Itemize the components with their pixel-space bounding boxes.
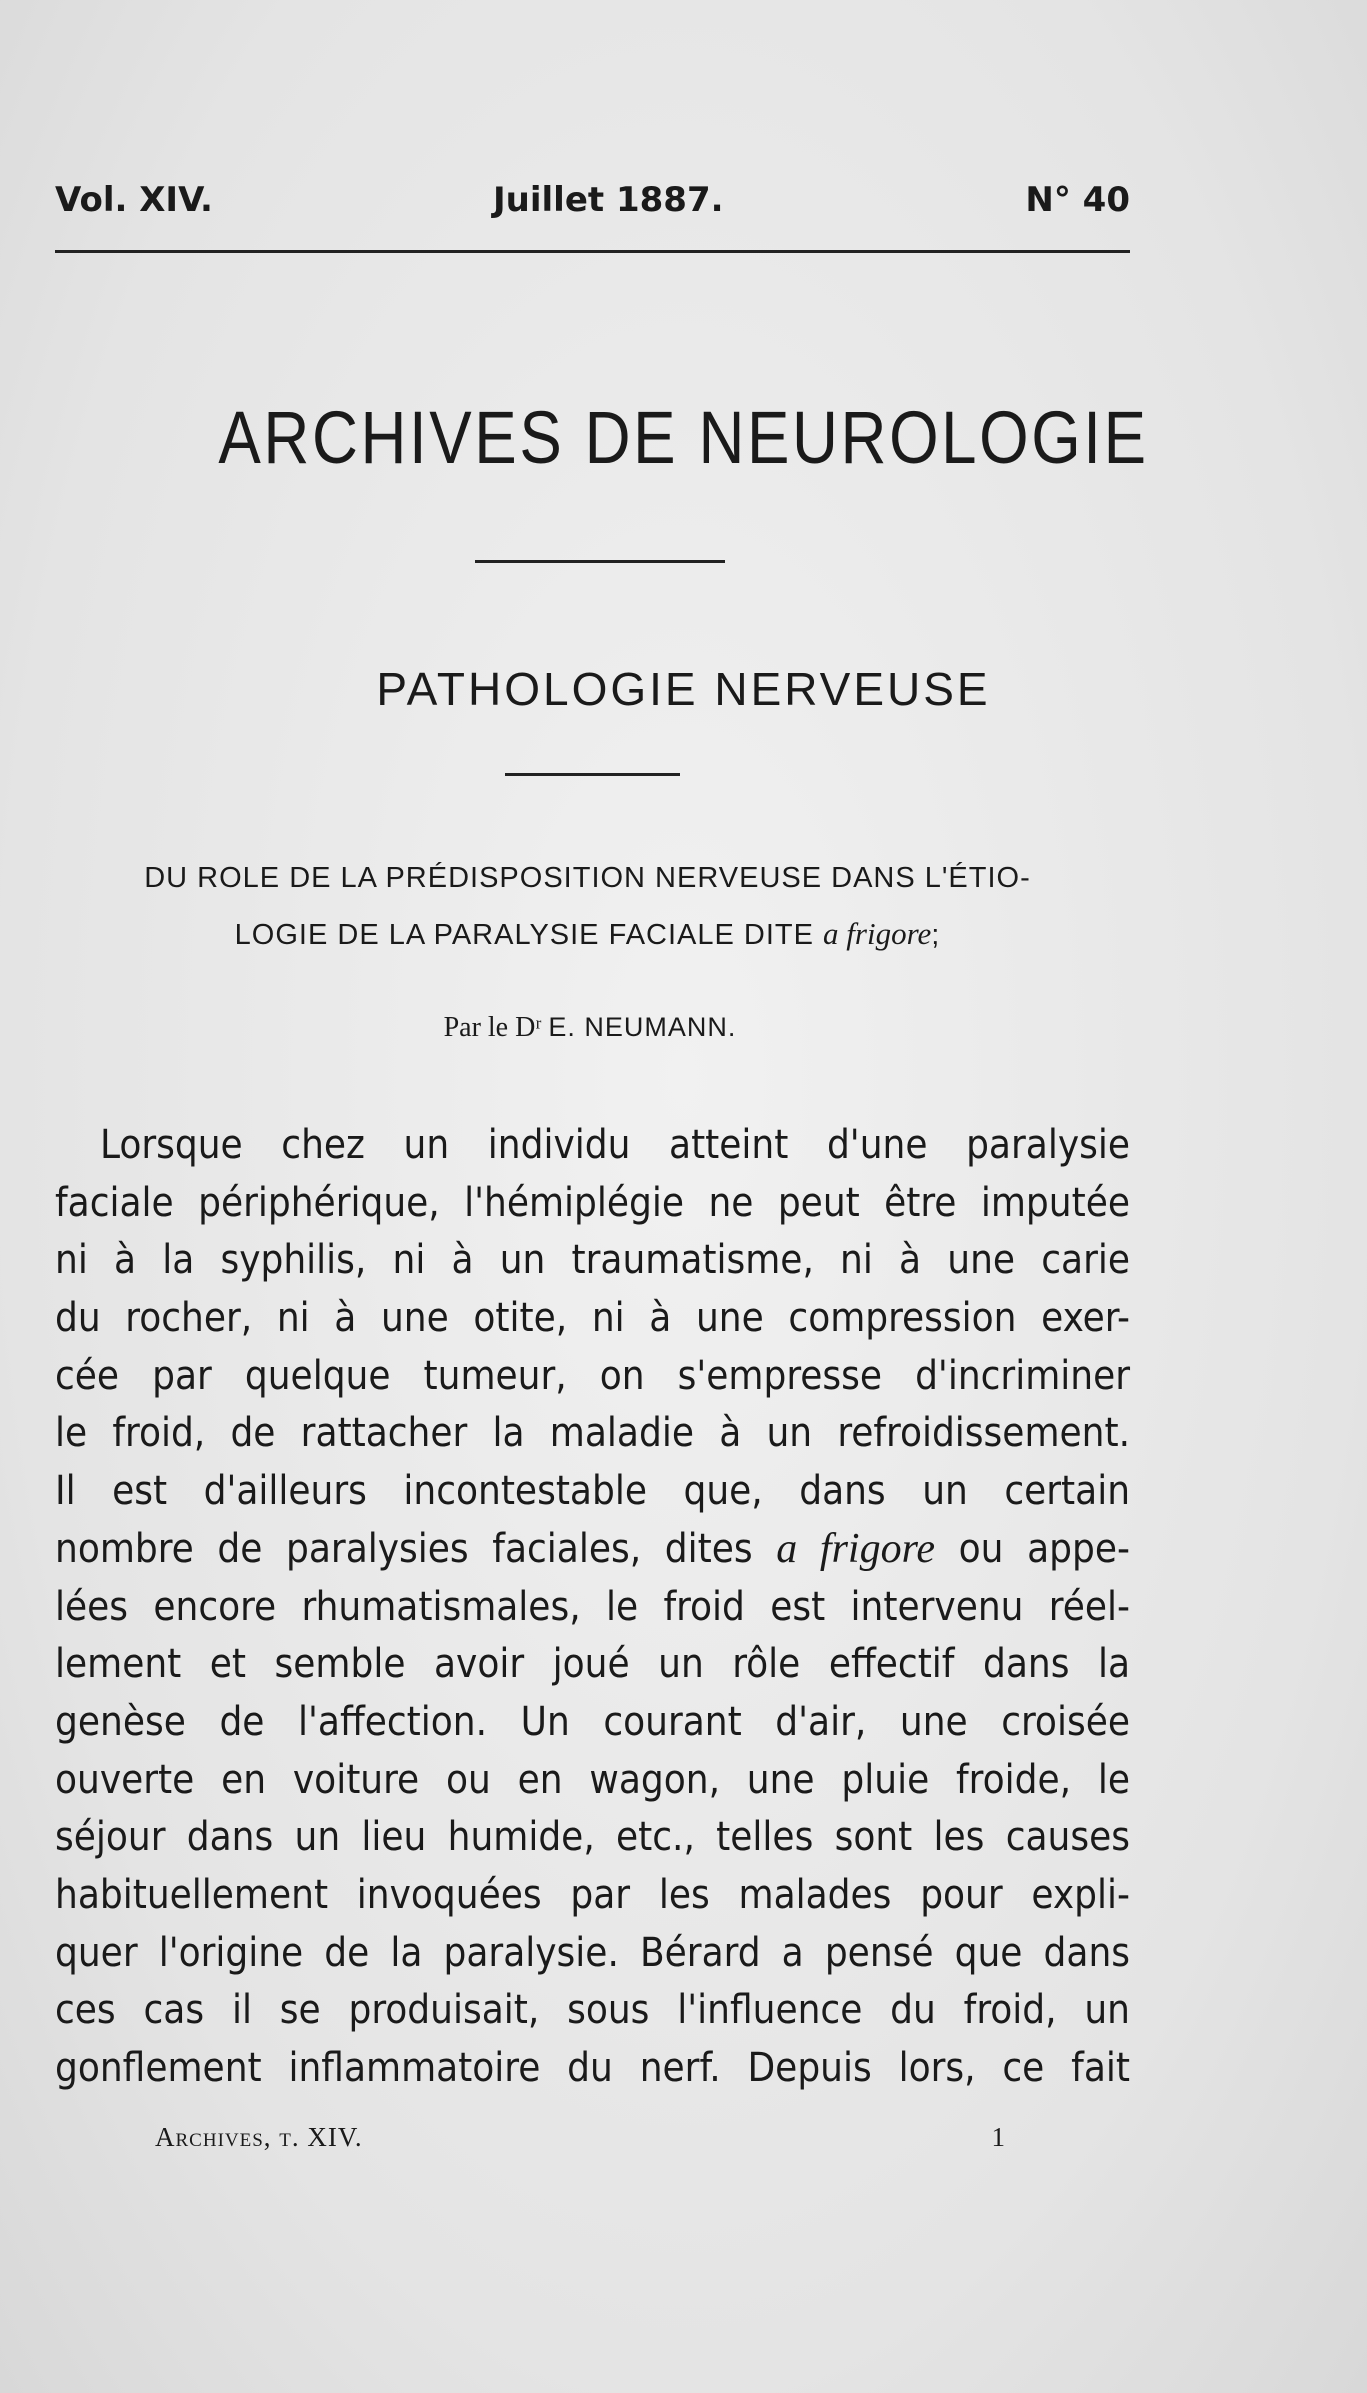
body-line: genèse de l'affection. Un courant d'air, une croisée (55, 1698, 1130, 1745)
running-header (55, 180, 1130, 230)
body-line: gonflement inflammatoire du nerf. Depuis lors, ce fait (55, 2045, 1130, 2091)
byline-prefix: Par le Dʳ (443, 1012, 542, 1043)
footer-sheet-number: 1 (991, 2122, 1005, 2152)
issue-number: N° 40 (1025, 180, 1130, 220)
volume-label: Vol. XIV. (55, 180, 213, 220)
body-line: habituellement invoquées par les malades pour expli- (55, 1871, 1130, 1918)
body-line: Lorsque chez un individu atteint d'une paralysie (100, 1122, 1130, 1168)
article-title-line-1: DU ROLE DE LA PRÉDISPOSITION NERVEUSE DANS L'ÉTIO- (144, 862, 1031, 894)
byline (0, 1012, 1180, 1044)
article-title-line-2-text: LOGIE DE LA PARALYSIE FACIALE DITE (234, 919, 814, 951)
body-line: ouverte en voiture ou en wagon, une pluie froide, le (55, 1756, 1130, 1803)
body-line-mixed (55, 1521, 1130, 1579)
section-divider (505, 773, 680, 776)
body-line: ni à la syphilis, ni à un traumatisme, ni à une carie (55, 1237, 1130, 1284)
page-footer (155, 2122, 1005, 2162)
body-text: ou appe- (958, 1525, 1130, 1572)
header-rule (55, 250, 1130, 253)
article-title-line-2 (40, 916, 1135, 952)
body-line: lement et semble avoir joué un rôle effectif dans la (55, 1641, 1130, 1688)
issue-date: Juillet 1887. (493, 180, 724, 220)
article-title-italic: a frigore (823, 916, 932, 951)
section-title: PATHOLOGIE NERVEUSE (376, 663, 991, 715)
body-line: ces cas il se produisait, sous l'influence du froid, un (55, 1987, 1130, 2034)
body-text: nombre de paralysies faciales, dites (55, 1525, 753, 1572)
body-line: le froid, de rattacher la maladie à un refroidissement. (55, 1410, 1130, 1457)
title-divider (475, 560, 725, 563)
footer-signature: Archives, t. XIV. (155, 2122, 363, 2152)
article-body (55, 1117, 1130, 2098)
journal-title: ARCHIVES DE NEUROLOGIE (218, 396, 1149, 479)
article-title-punct: ; (931, 919, 941, 951)
body-line: Il est d'ailleurs incontestable que, dans un certain (55, 1468, 1130, 1515)
body-line: séjour dans un lieu humide, etc., telles sont les causes (55, 1814, 1130, 1861)
body-line: du rocher, ni à une otite, ni à une compression exer- (55, 1295, 1130, 1342)
body-line: cée par quelque tumeur, on s'empresse d'incriminer (55, 1352, 1130, 1399)
body-line: quer l'origine de la paralysie. Bérard a pensé que dans (55, 1929, 1130, 1976)
body-line: lées encore rhumatismales, le froid est intervenu réel- (55, 1583, 1130, 1630)
body-line: faciale périphérique, l'hémiplégie ne peut être imputée (55, 1179, 1130, 1226)
body-italic-term: a frigore (776, 1525, 936, 1572)
byline-author: E. NEUMANN. (548, 1012, 737, 1042)
